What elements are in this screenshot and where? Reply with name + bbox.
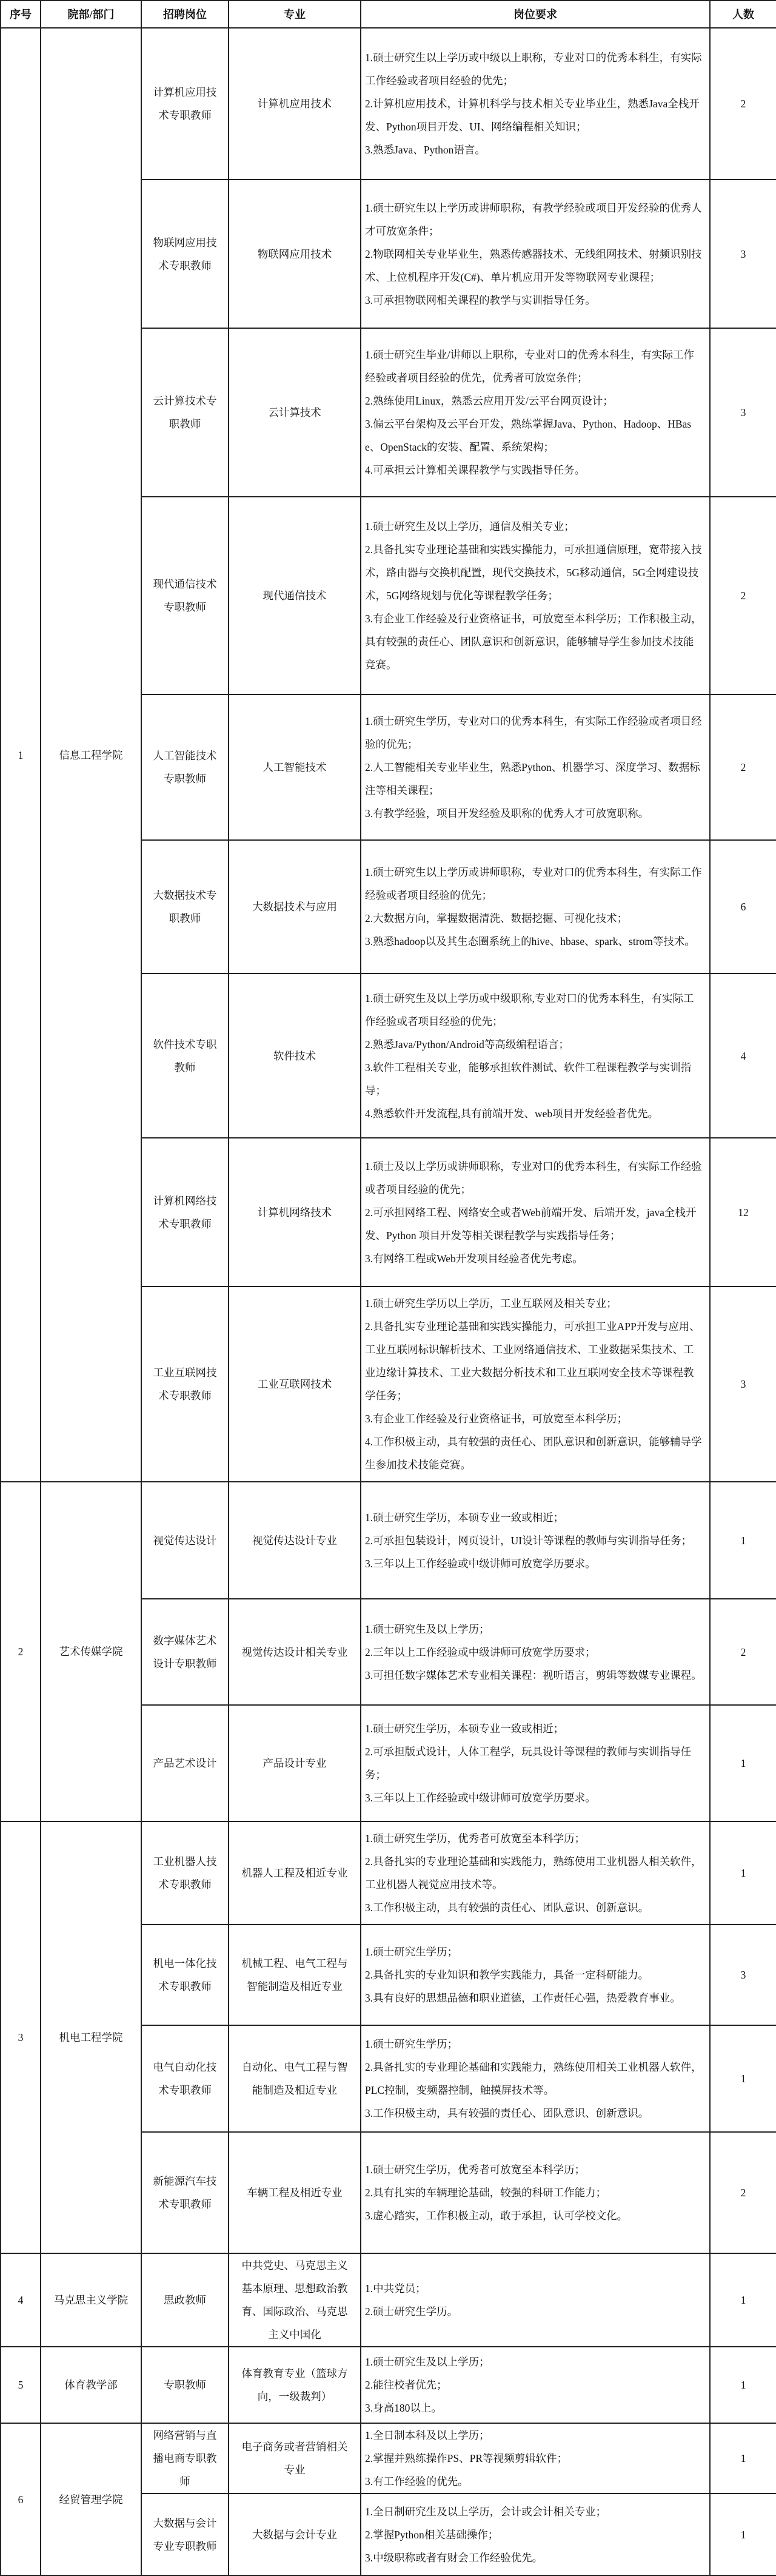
- requirements-cell: [361, 2025, 710, 2132]
- requirement-line: 2.具备扎实专业理论基础和实践实操能力，可承担工业APP开发与应用、工业互联网标识解析技术、工业网络通信技术、工业数据采集技术、工业边缘计算技术、工业大数据分析技术和工业互联网安全技术等课程教学任务；: [365, 1320, 700, 1402]
- major-name: 车辆工程及相近专业: [229, 2132, 361, 2253]
- requirements-cell: [361, 1925, 710, 2025]
- major-name: 计算机网络技术: [229, 1138, 361, 1286]
- headcount: 2: [710, 2132, 776, 2253]
- requirement-line: 3.有企业工作经验及行业资格证书，可放宽至本科学历；工作积极主动，具有较强的责任心、团队意识和创新意识，能够辅导学生参加技术技能竞赛。: [365, 613, 702, 671]
- department-name: 马克思主义学院: [41, 2253, 141, 2347]
- requirement-line: 3.三年以上工作经验或中级讲师可放宽学历要求。: [365, 1557, 596, 1570]
- major-name: 机器人工程及相近专业: [229, 1821, 361, 1925]
- table-row: [1, 2347, 776, 2423]
- requirement-line: 3.有工作经验的优先。: [365, 2475, 469, 2487]
- position-title: 机电一体化技术专职教师: [141, 1925, 229, 2025]
- group-number: 5: [1, 2347, 41, 2423]
- requirement-line: 1.硕士研究生学历，本硕专业一致或相近；: [365, 1511, 564, 1524]
- requirement-line: 2.能往校者优先；: [365, 2379, 447, 2391]
- requirements-cell: [361, 694, 710, 840]
- requirement-line: 2.具备扎实专业理论基础和实践实操能力，可承担通信原理，宽带接入技术，路由器与交换机配置，现代交换技术，5G移动通信，5G全网建设技术，5G网络规划与优化等课程教学任务；: [365, 543, 702, 602]
- headcount: 1: [710, 1482, 776, 1599]
- department-name: 艺术传媒学院: [41, 1482, 141, 1821]
- requirements-cell: [361, 28, 710, 180]
- requirement-line: 1.硕士研究生以上学历或讲师职称，专业对口的优秀本科生，有实际工作经验或者项目经验的优先；: [365, 866, 702, 901]
- requirement-line: 3.中级职称或者有财会工作经验优先。: [365, 2551, 543, 2564]
- major-name: 工业互联网技术: [229, 1286, 361, 1482]
- position-title: 计算机网络技术专职教师: [141, 1138, 229, 1286]
- requirement-line: 3.工作积极主动，具有较强的责任心、团队意识、创新意识。: [365, 2107, 649, 2119]
- requirement-line: 1.硕士研究生学历，优秀者可放宽至本科学历；: [365, 2164, 586, 2176]
- group-number: 4: [1, 2253, 41, 2347]
- headcount: 1: [710, 1705, 776, 1821]
- requirements-cell: [361, 2423, 710, 2494]
- position-title: 工业机器人技术专职教师: [141, 1821, 229, 1925]
- requirement-line: 3.可担任数字媒体艺术专业相关课程：视听语言，剪辑等数媒专业课程。: [365, 1669, 702, 1681]
- position-title: 工业互联网技术专职教师: [141, 1286, 229, 1482]
- requirements-cell: [361, 1286, 710, 1482]
- headcount: 6: [710, 840, 776, 974]
- requirements-cell: [361, 2347, 710, 2423]
- requirements-cell: [361, 1138, 710, 1286]
- major-name: 视觉传达设计相关专业: [229, 1599, 361, 1705]
- requirement-line: 1.硕士研究生及以上学历；: [365, 1623, 490, 1635]
- position-title: 现代通信技术专职教师: [141, 497, 229, 694]
- requirements-cell: [361, 1821, 710, 1925]
- requirement-line: 4.熟悉软件开发流程,具有前端开发、web项目开发经验者优先。: [365, 1107, 659, 1120]
- major-name: 大数据与会计专业: [229, 2494, 361, 2575]
- headcount: 2: [710, 694, 776, 840]
- requirement-line: 3.三年以上工作经验或中级讲师可放宽学历要求。: [365, 1792, 596, 1804]
- requirement-line: 3.有教学经验，项目开发经验及职称的优秀人才可放宽职称。: [365, 807, 649, 819]
- header-requirements: 岗位要求: [361, 1, 710, 28]
- requirement-line: 3.熟悉Java、Python语言。: [365, 144, 486, 156]
- requirement-line: 1.硕士研究生毕业/讲师以上职称，专业对口的优秀本科生，有实际工作经验或者项目经验的优先，优秀者可放宽条件；: [365, 349, 694, 384]
- headcount: 1: [710, 2423, 776, 2494]
- requirement-line: 3.偏云平台架构及云平台开发，熟练掌握Java、Python、Hadoop、HBase、OpenStack的安装、配置、系统架构；: [365, 418, 692, 453]
- headcount: 1: [710, 2347, 776, 2423]
- requirement-line: 1.硕士研究生学历，本硕专业一致或相近；: [365, 1723, 564, 1735]
- requirement-line: 2.可承担包装设计，网页设计，UI设计等课程的教师与实训指导任务；: [365, 1534, 692, 1547]
- requirement-line: 3.有网络工程或Web开发项目经验者优先考虑。: [365, 1252, 583, 1265]
- requirement-line: 1.硕士研究生学历，专业对口的优秀本科生，有实际工作经验或者项目经验的优先；: [365, 715, 702, 750]
- requirement-line: 2.物联网相关专业毕业生，熟悉传感器技术、无线组网技术、射频识别技术、上位机程序开发(C#)、单片机应用开发等物联网专业课程；: [365, 247, 702, 283]
- requirement-line: 1.硕士研究生以上学历或讲师职称，有教学经验或项目开发经验的优秀人才可放宽条件；: [365, 201, 702, 237]
- requirement-line: 1.硕士研究生及以上学历，通信及相关专业；: [365, 520, 575, 533]
- headcount: 2: [710, 497, 776, 694]
- requirement-line: 4.工作积极主动，具有较强的责任心、团队意识和创新意识，能够辅导学生参加技术技能竞赛。: [365, 1436, 702, 1471]
- major-name: 体育教育专业（篮球方向，一级裁判）: [229, 2347, 361, 2423]
- requirements-cell: [361, 1705, 710, 1821]
- major-name: 大数据技术与应用: [229, 840, 361, 974]
- department-name: 机电工程学院: [41, 1821, 141, 2253]
- department-name: 经贸管理学院: [41, 2423, 141, 2575]
- requirement-line: 2.可承担版式设计，人体工程学，玩具设计等课程的教师与实训指导任务；: [365, 1746, 692, 1781]
- requirements-cell: [361, 1599, 710, 1705]
- requirement-line: 1.硕士研究生学历以上学历，工业互联网及相关专业；: [365, 1297, 617, 1310]
- headcount: 1: [710, 2253, 776, 2347]
- requirements-cell: [361, 2494, 710, 2575]
- position-title: 大数据技术专职教师: [141, 840, 229, 974]
- position-title: 大数据与会计专业专职教师: [141, 2494, 229, 2575]
- major-name: 产品设计专业: [229, 1705, 361, 1821]
- requirement-line: 2.三年以上工作经验或中级讲师可放宽学历要求；: [365, 1646, 596, 1658]
- requirement-line: 2.掌握并熟练操作PS、PR等视频剪辑软件；: [365, 2452, 567, 2464]
- position-title: 视觉传达设计: [141, 1482, 229, 1599]
- department-name: 信息工程学院: [41, 28, 141, 1482]
- position-title: 物联网应用技术专职教师: [141, 180, 229, 328]
- headcount: 1: [710, 1821, 776, 1925]
- header-row: [1, 1, 776, 28]
- requirement-line: 3.工作积极主动，具有较强的责任心、团队意识、创新意识。: [365, 1902, 649, 1914]
- header-department: 院部/部门: [41, 1, 141, 28]
- requirement-line: 2.具备扎实的专业理论基础和实践能力，熟练使用工业机器人相关软件，工业机器人视觉应用技术等。: [365, 1855, 702, 1891]
- headcount: 2: [710, 1599, 776, 1705]
- position-title: 人工智能技术专职教师: [141, 694, 229, 840]
- major-name: 物联网应用技术: [229, 180, 361, 328]
- requirements-cell: [361, 2253, 710, 2347]
- table-row: [1, 2423, 776, 2494]
- headcount: 3: [710, 180, 776, 328]
- requirement-line: 2.可承担网络工程、网络安全或者Web前端开发、后端开发，java全栈开发、Python 项目开发等相关课程教学与实践指导任务；: [365, 1206, 697, 1242]
- group-number: 3: [1, 1821, 41, 2253]
- position-title: 产品艺术设计: [141, 1705, 229, 1821]
- major-name: 现代通信技术: [229, 497, 361, 694]
- requirement-line: 2.具有扎实的车辆理论基础，较强的科研工作能力；: [365, 2187, 607, 2199]
- requirements-cell: [361, 2132, 710, 2253]
- major-name: 机械工程、电气工程与智能制造及相近专业: [229, 1925, 361, 2025]
- position-title: 数字媒体艺术设计专职教师: [141, 1599, 229, 1705]
- major-name: 人工智能技术: [229, 694, 361, 840]
- requirement-line: 4.可承担云计算相关课程教学与实践指导任务。: [365, 464, 586, 476]
- position-title: 网络营销与直播电商专职教师: [141, 2423, 229, 2494]
- position-title: 专职教师: [141, 2347, 229, 2423]
- headcount: 4: [710, 974, 776, 1138]
- table-row: [1, 2253, 776, 2347]
- requirement-line: 3.可承担物联网相关课程的教学与实训指导任务。: [365, 294, 596, 306]
- major-name: 软件技术: [229, 974, 361, 1138]
- major-name: 视觉传达设计专业: [229, 1482, 361, 1599]
- header-position: 招聘岗位: [141, 1, 229, 28]
- major-name: 自动化、电气工程与智能制造及相近专业: [229, 2025, 361, 2132]
- requirement-line: 3.具有良好的思想品德和职业道德，工作责任心强，热爱教育事业。: [365, 1992, 681, 2004]
- major-name: 电子商务或者营销相关专业: [229, 2423, 361, 2494]
- requirement-line: 3.有企业工作经验及行业资格证书，可放宽至本科学历；: [365, 1413, 628, 1425]
- table-row: [1, 1821, 776, 1925]
- position-title: 计算机应用技术专职教师: [141, 28, 229, 180]
- requirement-line: 2.计算机应用技术，计算机科学与技术相关专业毕业生，熟悉Java全栈开发、Python项目开发、UI、网络编程相关知识；: [365, 98, 700, 133]
- group-number: 6: [1, 2423, 41, 2575]
- headcount: 2: [710, 28, 776, 180]
- position-title: 思政教师: [141, 2253, 229, 2347]
- requirement-line: 1.中共党员；: [365, 2282, 426, 2295]
- position-title: 云计算技术专职教师: [141, 328, 229, 497]
- requirements-cell: [361, 840, 710, 974]
- major-name: 中共党史、马克思主义基本原理、思想政治教育、国际政治、马克思主义中国化: [229, 2253, 361, 2347]
- requirement-line: 1.硕士及以上学历或讲师职称，专业对口的优秀本科生，有实际工作经验或者项目经验的优先；: [365, 1160, 702, 1196]
- requirement-line: 1.硕士研究生学历；: [365, 1946, 458, 1958]
- requirements-cell: [361, 180, 710, 328]
- header-major: 专业: [229, 1, 361, 28]
- position-title: 软件技术专职教师: [141, 974, 229, 1138]
- requirement-line: 2.掌握Python相关基础操作；: [365, 2528, 499, 2541]
- table-row: [1, 1482, 776, 1599]
- group-number: 1: [1, 28, 41, 1482]
- requirement-line: 3.熟悉hadoop以及其生态圈系统上的hive、hbase、spark、strom等技术。: [365, 935, 695, 947]
- headcount: 1: [710, 2025, 776, 2132]
- group-number: 2: [1, 1482, 41, 1821]
- major-name: 计算机应用技术: [229, 28, 361, 180]
- header-count: 人数: [710, 1, 776, 28]
- headcount: 3: [710, 328, 776, 497]
- headcount: 3: [710, 1286, 776, 1482]
- header-no: 序号: [1, 1, 41, 28]
- requirement-line: 1.硕士研究生学历；: [365, 2038, 458, 2050]
- requirement-line: 3.软件工程相关专业，能够承担软件测试、软件工程课程教学与实训指导；: [365, 1061, 692, 1097]
- requirement-line: 1.硕士研究生以上学历或中级以上职称，专业对口的优秀本科生，有实际工作经验或者项目经验的优先；: [365, 52, 702, 87]
- headcount: 1: [710, 2494, 776, 2575]
- requirement-line: 1.硕士研究生及以上学历；: [365, 2356, 490, 2368]
- major-name: 云计算技术: [229, 328, 361, 497]
- requirements-cell: [361, 974, 710, 1138]
- requirement-line: 3.虚心踏实，工作积极主动，敢于承担，认可学校文化。: [365, 2210, 628, 2222]
- requirement-line: 3.身高180以上。: [365, 2402, 442, 2414]
- requirement-line: 2.人工智能相关专业毕业生，熟悉Python、机器学习、深度学习、数据标注等相关课程；: [365, 761, 700, 796]
- requirement-line: 1.全日制研究生及以上学历，会计或会计相关专业；: [365, 2505, 607, 2518]
- requirements-cell: [361, 328, 710, 497]
- requirement-line: 1.硕士研究生及以上学历或中级职称,专业对口的优秀本科生，有实际工作经验或者项目经验的优先；: [365, 992, 694, 1027]
- position-title: 电气自动化技术专职教师: [141, 2025, 229, 2132]
- requirements-cell: [361, 497, 710, 694]
- department-name: 体育教学部: [41, 2347, 141, 2423]
- requirement-line: 2.具备扎实的专业理论基础和实践能力，熟练使用相关工业机器人软件，PLC控制，变频器控制，触摸屏技术等。: [365, 2061, 702, 2096]
- requirement-line: 2.硕士研究生学历。: [365, 2305, 458, 2318]
- headcount: 3: [710, 1925, 776, 2025]
- headcount: 12: [710, 1138, 776, 1286]
- requirement-line: 2.大数据方向，掌握数据清洗、数据挖掘、可视化技术；: [365, 912, 628, 924]
- requirement-line: 2.熟悉Java/Python/Android等高级编程语言；: [365, 1038, 569, 1051]
- position-title: 新能源汽车技术专职教师: [141, 2132, 229, 2253]
- requirement-line: 2.具备扎实的专业知识和教学实践能力，具备一定科研能力。: [365, 1969, 649, 1981]
- table-row: [1, 28, 776, 180]
- requirement-line: 1.硕士研究生学历，优秀者可放宽至本科学历；: [365, 1832, 586, 1845]
- requirement-line: 1.全日制本科及以上学历；: [365, 2429, 490, 2441]
- requirements-cell: [361, 1482, 710, 1599]
- requirement-line: 2.熟练使用Linux，熟悉云应用开发/云平台网页设计；: [365, 395, 614, 407]
